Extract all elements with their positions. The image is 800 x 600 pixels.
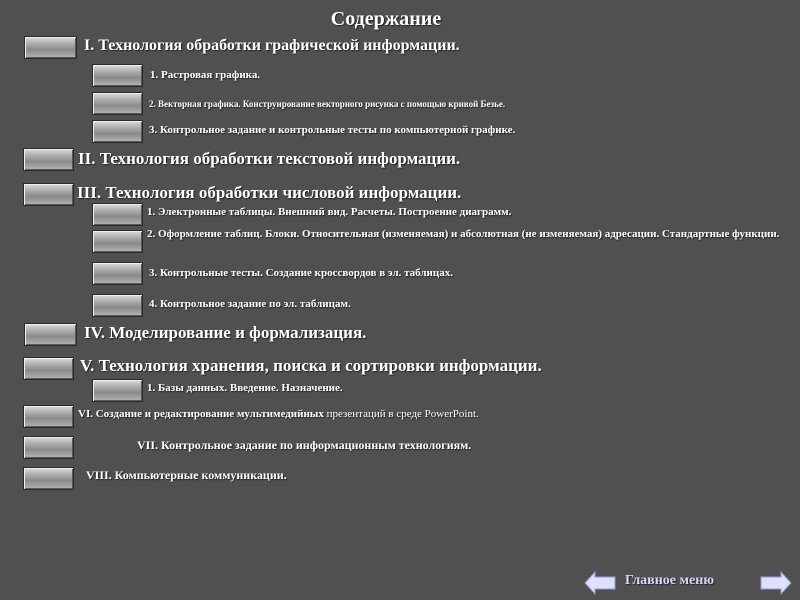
section-3-item-2-label: 2. Оформление таблиц. Блоки. Относительная (изменяемая) и абсолютная (не изменяемая) адресации. Стандартные функции. (147, 228, 780, 240)
section-5-label: V. Технология хранения, поиска и сортировки информации. (80, 356, 542, 375)
section-5-button[interactable] (23, 357, 74, 380)
section-6-label-bold: VI. Создание и редактирование мультимедийных (78, 408, 324, 420)
section-8-button[interactable] (23, 467, 74, 490)
section-1-item-3-label: 3. Контрольное задание и контрольные тесты по компьютерной графике. (149, 124, 516, 136)
section-5-item-1-button[interactable] (92, 379, 143, 402)
page-title: Содержание (330, 8, 442, 30)
section-2-label: II. Технология обработки текстовой информации. (78, 149, 461, 168)
section-1-item-2-button[interactable] (92, 92, 143, 115)
section-6-label-rest: презентаций в среде PowerPoint. (323, 408, 479, 420)
section-1-item-1-label: 1. Растровая графика. (150, 69, 261, 81)
section-3-item-4-label: 4. Контрольное задание по эл. таблицам. (149, 298, 351, 310)
section-6-label (78, 408, 479, 420)
section-7-button[interactable] (23, 436, 74, 459)
section-2-button[interactable] (23, 148, 74, 171)
forward-arrow-icon[interactable] (760, 570, 792, 596)
section-1-item-2-label: 2. Векторная графика. Конструирование векторного рисунка с помощью кривой Безье. (149, 99, 506, 109)
section-1-label: I. Технология обработки графической информации. (84, 37, 460, 54)
section-4-button[interactable] (24, 323, 77, 346)
back-arrow-icon[interactable] (584, 570, 616, 596)
section-1-item-1-button[interactable] (92, 64, 143, 87)
section-5-item-1-label: 1. Базы данных. Введение. Назначение. (147, 382, 343, 394)
section-8-label: VIII. Компьютерные коммуникации. (86, 468, 287, 482)
section-3-item-3-button[interactable] (92, 262, 143, 285)
section-3-item-1-button[interactable] (92, 203, 143, 226)
section-3-label: III. Технология обработки числовой информации. (77, 183, 462, 202)
section-4-label: IV. Моделирование и формализация. (84, 323, 367, 342)
section-3-item-3-label: 3. Контрольные тесты. Создание кроссвордов в эл. таблицах. (149, 267, 453, 279)
section-3-item-2-button[interactable] (92, 230, 143, 253)
section-1-item-3-button[interactable] (92, 120, 143, 143)
main-menu-link[interactable]: Главное меню (625, 573, 715, 588)
section-3-item-4-button[interactable] (92, 294, 143, 317)
section-3-item-1-label: 1. Электронные таблицы. Внешний вид. Расчеты. Построение диаграмм. (147, 206, 512, 218)
section-1-button[interactable] (24, 36, 77, 59)
section-7-label: VII. Контрольное задание по информационным технологиям. (137, 438, 472, 452)
section-6-button[interactable] (23, 405, 74, 428)
section-3-button[interactable] (23, 183, 74, 206)
